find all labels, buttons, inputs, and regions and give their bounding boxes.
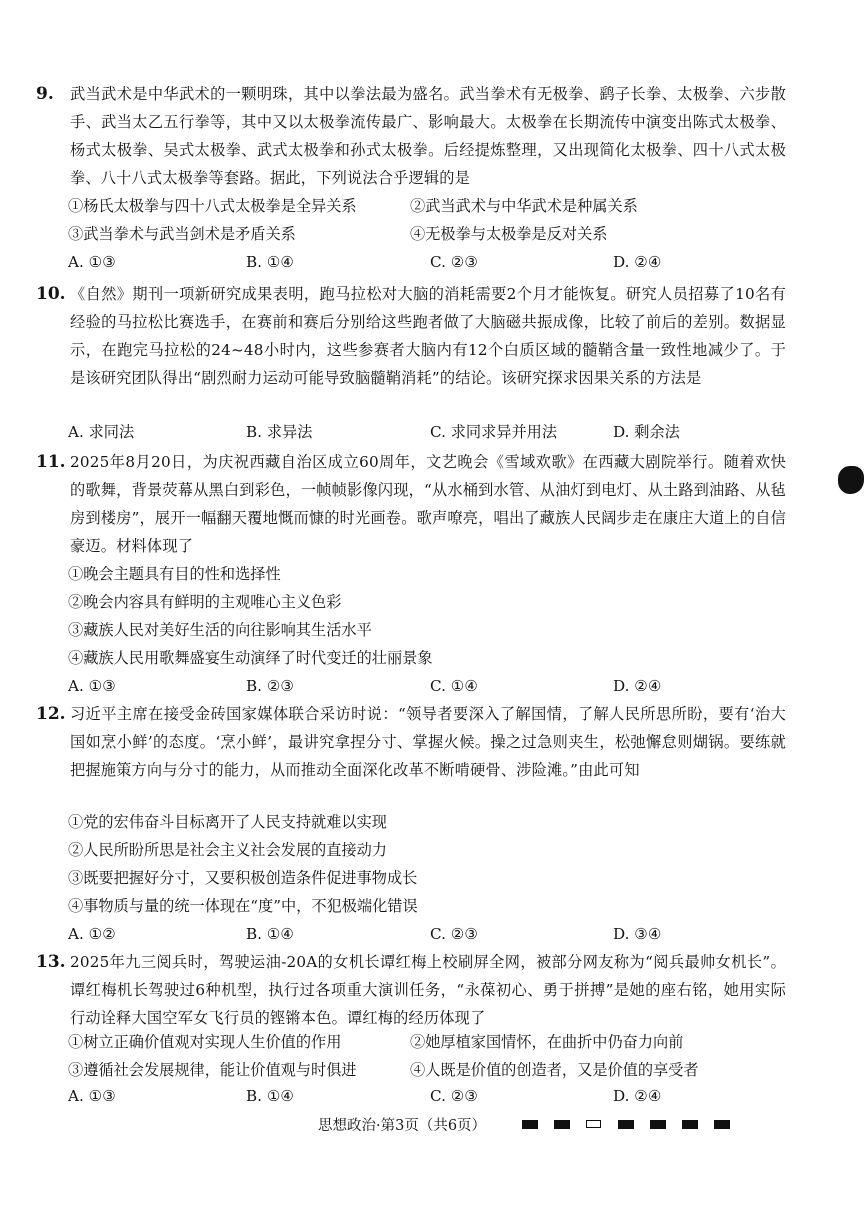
option-3: ③藏族人民对美好生活的向往影响其生活水平 [68, 621, 372, 639]
scan-mark [682, 1120, 698, 1129]
option-4: ④藏族人民用歌舞盛宴生动演绎了时代变迁的壮丽景象 [68, 649, 433, 667]
option-4: ④事物质与量的统一体现在“度”中，不犯极端化错误 [68, 897, 418, 915]
answer-b: B. ①④ [246, 1087, 295, 1105]
scan-mark [554, 1120, 570, 1129]
page-footer [0, 1114, 867, 1138]
question-stem: 武当武术是中华武术的一颗明珠，其中以拳法最为盛名。武当拳术有无极拳、鹞子长拳、太极拳、六步散手、武当太乙五行拳等，其中又以太极拳流传最广、影响最大。太极拳在长期流传中演变出陈式太极拳、杨式太极拳、吴式太极拳、武式太极拳和孙式太极拳。后经提炼整理，又出现简化太极拳、四十八式太极拳、八十八式太极拳等套路。据此，下列说法合乎逻辑的是 [70, 85, 786, 187]
option-2: ②她厚植家国情怀，在曲折中仍奋力向前 [410, 1033, 684, 1051]
answer-c: C. 求同求异并用法 [430, 423, 558, 441]
scan-mark [714, 1120, 730, 1129]
option-3: ③遵循社会发展规律，能让价值观与时俱进 [68, 1061, 357, 1079]
answer-b: B. ①④ [246, 925, 295, 943]
question-stem: 习近平主席在接受金砖国家媒体联合采访时说：“领导者要深入了解国情，了解人民所思所盼，要有‘治大国如烹小鲜’的态度。‘烹小鲜’，最讲究拿捏分寸、掌握火候。操之过急则夹生，松弛懈怠则煳锅。要练就把握施策方向与分寸的能力，从而推动全面深化改革不断啃硬骨、涉险滩。”由此可知 [70, 705, 786, 779]
answer-c: C. ①④ [430, 677, 478, 695]
answer-c: C. ②③ [430, 253, 478, 271]
answer-choices [68, 418, 708, 446]
option-3: ③武当拳术与武当剑术是矛盾关系 [68, 225, 296, 243]
option-4: ④无极拳与太极拳是反对关系 [410, 225, 608, 243]
answer-a: A. 求同法 [68, 423, 135, 441]
scan-blot [838, 466, 864, 494]
option-2: ②人民所盼所思是社会主义社会发展的直接动力 [68, 841, 387, 859]
option-2: ②晚会内容具有鲜明的主观唯心主义色彩 [68, 593, 342, 611]
option-2: ②武当武术与中华武术是种属关系 [410, 197, 638, 215]
answer-c: C. ②③ [430, 925, 478, 943]
answer-d: D. ②④ [613, 253, 662, 271]
question-number: 10. [36, 284, 66, 304]
option-1: ①树立正确价值观对实现人生价值的作用 [68, 1033, 342, 1051]
answer-choices [68, 1082, 708, 1110]
answer-d: D. ③④ [613, 925, 662, 943]
answer-d: D. 剩余法 [613, 423, 680, 441]
answer-c: C. ②③ [430, 1087, 478, 1105]
answer-b: B. ①④ [246, 253, 295, 271]
question-number: 11. [36, 452, 66, 472]
page-number-text: 思想政治·第3页（共6页） [318, 1118, 487, 1134]
answer-d: D. ②④ [613, 1087, 662, 1105]
answer-b: B. ②③ [246, 677, 295, 695]
scan-mark [522, 1120, 538, 1129]
option-1: ①晚会主题具有目的性和选择性 [68, 565, 281, 583]
option-4: ④人既是价值的创造者，又是价值的享受者 [410, 1061, 699, 1079]
answer-a: A. ①② [68, 925, 116, 943]
answer-choices [68, 248, 708, 276]
question-stem: 《自然》期刊一项新研究成果表明，跑马拉松对大脑的消耗需要2个月才能恢复。研究人员招募了10名有经验的马拉松比赛选手，在赛前和赛后分别给这些跑者做了大脑磁共振成像，比较了前后的差别。数据显示，在跑完马拉松的24~48小时内，这些参赛者大脑内有12个白质区域的髓鞘含量一致性地减少了。于是该研究团队得出“剧烈耐力运动可能导致脑髓鞘消耗”的结论。该研究探求因果关系的方法是 [70, 285, 786, 387]
option-3: ③既要把握好分寸，又要积极创造条件促进事物成长 [68, 869, 418, 887]
question-stem: 2025年8月20日，为庆祝西藏自治区成立60周年，文艺晚会《雪域欢歌》在西藏大剧院举行。随着欢快的歌舞，背景荧幕从黑白到彩色，一帧帧影像闪现，“从水桶到水管、从油灯到电灯、从土路到油路、从毡房到楼房”，展开一幅翻天覆地慨而慷的时光画卷。歌声嘹亮，唱出了藏族人民阔步走在康庄大道上的自信豪迈。材料体现了 [70, 453, 786, 555]
question-number: 12. [36, 704, 66, 724]
answer-choices [68, 920, 708, 948]
option-1: ①党的宏伟奋斗目标离开了人民支持就难以实现 [68, 813, 387, 831]
question-stem: 2025年九三阅兵时，驾驶运油-20A的女机长谭红梅上校刷屏全网，被部分网友称为“阅兵最帅女机长”。谭红梅机长驾驶过6种机型，执行过各项重大演训任务，“永葆初心、勇于拼搏”是她的座右铭，她用实际行动诠释大国空军女飞行员的铿锵本色。谭红梅的经历体现了 [70, 953, 786, 1027]
answer-a: A. ①③ [68, 677, 116, 695]
answer-a: A. ①③ [68, 253, 116, 271]
question-number: 13. [36, 952, 66, 972]
answer-d: D. ②④ [613, 677, 662, 695]
scan-mark [650, 1120, 666, 1129]
answer-choices [68, 672, 708, 700]
option-1: ①杨氏太极拳与四十八式太极拳是全异关系 [68, 197, 357, 215]
answer-b: B. 求异法 [246, 423, 313, 441]
scan-mark [618, 1120, 634, 1129]
question-number: 9. [36, 84, 54, 104]
answer-a: A. ①③ [68, 1087, 116, 1105]
scan-mark-hollow [586, 1120, 601, 1128]
